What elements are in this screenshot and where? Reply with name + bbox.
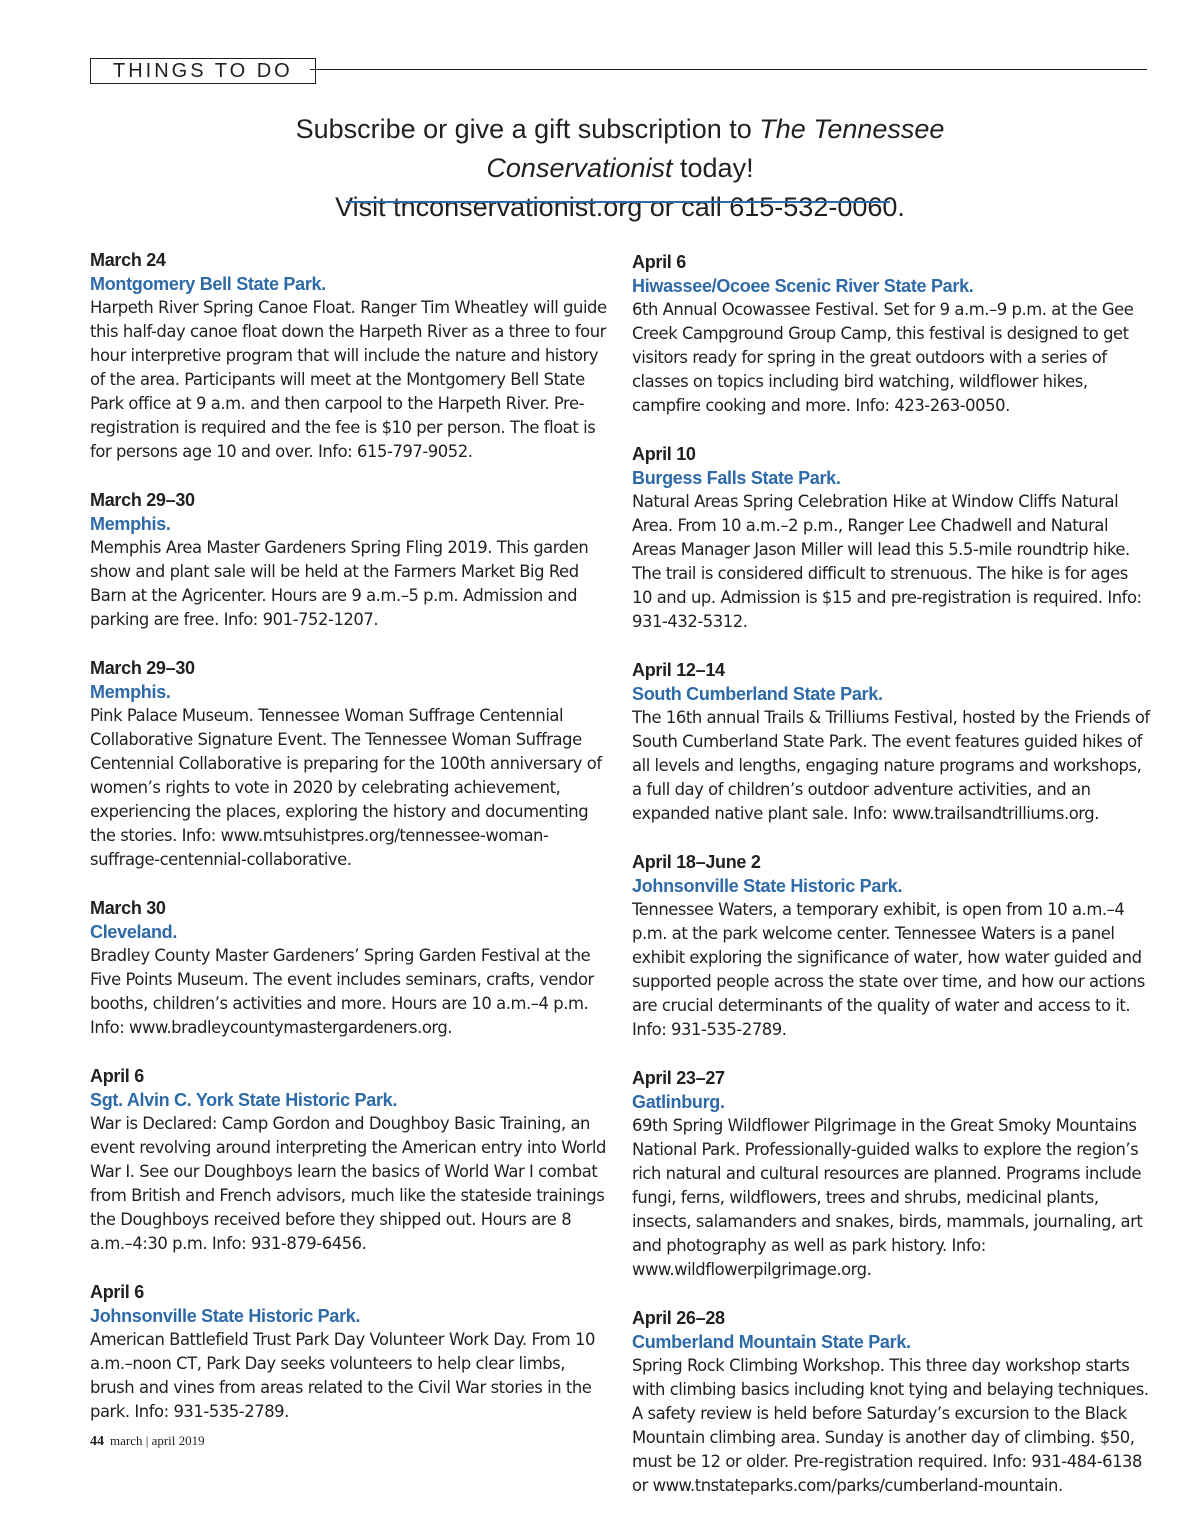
event-location: Johnsonville State Historic Park. [632,876,903,896]
event-date: April 6 [90,1066,144,1086]
event-date: March 29–30 [90,490,195,510]
event-location: Memphis. [90,682,171,702]
event-description: Memphis Area Master Gardeners Spring Fling 2019. This garden show and plant sale will be held at the Farmers Market Big Red Barn at the Agricenter. Hours are 9 a.m.–5 p.m. Admission and parking are free. Info: 901-752-1207. [90,538,589,629]
event-date: March 29–30 [90,658,195,678]
event-item [90,656,610,872]
event-description: Spring Rock Climbing Workshop. This three day workshop starts with climbing basics including knot tying and belaying techniques. A safety review is held before Saturday’s excursion to the Black Mountain climbing area. Sunday is another day of climbing. $50, must be 12 or older. Pre-registration required. Info: 931-484-6138 or www.tnstateparks.com/parks/cumberland-mountain. [632,1356,1149,1495]
event-location: Hiwassee/Ocoee Scenic River State Park. [632,276,974,296]
event-description: Tennessee Waters, a temporary exhibit, is open from 10 a.m.–4 p.m. at the park welcome center. Tennessee Waters is a panel exhibit exploring the significance of water, how water guided and supported people across the state over time, and how our actions are crucial determinants of the quality of water and access to it. Info: 931-535-2789. [632,900,1145,1039]
event-date: April 18–June 2 [632,852,761,872]
right-column [632,250,1152,1522]
promo-line-1-end: today! [672,153,754,183]
event-item [90,1280,610,1424]
event-item [90,488,610,632]
event-location: Montgomery Bell State Park. [90,274,326,294]
event-item [90,896,610,1040]
event-location: Sgt. Alvin C. York State Historic Park. [90,1090,398,1110]
event-description: War is Declared: Camp Gordon and Doughboy Basic Training, an event revolving around interpreting the American entry into World War I. See our Doughboys learn the basics of World War I combat from British and French advisors, much like the stateside trainings the Doughboys received before they shipped out. Hours are 8 a.m.–4:30 p.m. Info: 931-879-6456. [90,1114,606,1253]
event-description: 6th Annual Ocowassee Festival. Set for 9 a.m.–9 p.m. at the Gee Creek Campground Group Camp, this festival is designed to get visitors ready for spring in the great outdoors with a series of classes on topics including bird watching, wildflower hikes, campfire cooking and more. Info: 423-263-0050. [632,300,1134,415]
section-rule [310,69,1147,70]
event-date: March 24 [90,250,166,270]
event-description: 69th Spring Wildflower Pilgrimage in the Great Smoky Mountains National Park. Professionally-guided walks to explore the region’s rich natural and cultural resources are planned. Programs include fungi, ferns, wildflowers, trees and shrubs, medicinal plants, insects, salamanders and snakes, birds, mammals, journaling, art and photography as well as park history. Info: www.wildflowerpilgrimage.org. [632,1116,1143,1279]
page-folio [90,1433,205,1450]
event-description: American Battlefield Trust Park Day Volunteer Work Day. From 10 a.m.–noon CT, Park Day seeks volunteers to help clear limbs, brush and vines from areas related to the Civil War stories in the park. Info: 931-535-2789. [90,1330,596,1421]
event-item [90,1064,610,1256]
promo-line-1-start: Subscribe or give a gift subscription to [295,114,760,144]
event-location: Gatlinburg. [632,1092,725,1112]
event-item [632,250,1152,418]
subscription-promo [200,110,1040,227]
event-date: April 6 [632,252,686,272]
section-label-text: THINGS TO DO [113,59,293,82]
event-date: April 26–28 [632,1308,725,1328]
event-description: The 16th annual Trails & Trilliums Festival, hosted by the Friends of South Cumberland State Park. The event features guided hikes of all levels and lengths, engaging nature programs and workshops, a full day of children’s outdoor adventure activities, and an expanded native plant sale. Info: www.trailsandtrilliums.org. [632,708,1150,823]
event-description: Natural Areas Spring Celebration Hike at Window Cliffs Natural Area. From 10 a.m.–2 p.m., Ranger Lee Chadwell and Natural Areas Manager Jason Miller will lead this 5.5-mile roundtrip hike. The trail is considered difficult to strenuous. The hike is for ages 10 and up. Admission is $15 and pre-registration is required. Info: 931-432-5312. [632,492,1142,631]
event-date: April 10 [632,444,696,464]
event-item [632,658,1152,826]
event-item [632,1066,1152,1282]
event-item [632,442,1152,634]
promo-line-2: Visit tnconservationist.org or call 615-532-0060. [335,192,905,222]
event-item [632,1306,1152,1498]
event-description: Pink Palace Museum. Tennessee Woman Suffrage Centennial Collaborative Signature Event. The Tennessee Woman Suffrage Centennial Collaborative is preparing for the 100th anniversary of women’s rights to vote in 2020 by celebrating achievement, experiencing the places, exploring the history and documenting the stories. Info: www.mtsuhistpres.org/tennessee-woman-suffrage-centennial-collaborative. [90,706,602,869]
promo-line-1 [200,110,1040,188]
event-location: Cumberland Mountain State Park. [632,1332,911,1352]
magazine-title: The Tennessee Conservationist [486,114,945,183]
event-date: April 23–27 [632,1068,725,1088]
event-date: April 12–14 [632,660,725,680]
event-location: Cleveland. [90,922,178,942]
event-item [90,248,610,464]
event-date: March 30 [90,898,166,918]
issue-date: march | april 2019 [110,1433,205,1448]
event-location: South Cumberland State Park. [632,684,883,704]
section-label [90,58,316,84]
page-number: 44 [90,1434,104,1449]
event-item [632,850,1152,1042]
left-column [90,248,610,1448]
event-location: Johnsonville State Historic Park. [90,1306,361,1326]
event-location: Memphis. [90,514,171,534]
event-date: April 6 [90,1282,144,1302]
event-location: Burgess Falls State Park. [632,468,841,488]
promo-rule [346,201,890,203]
event-description: Bradley County Master Gardeners’ Spring Garden Festival at the Five Points Museum. The event includes seminars, crafts, vendor booths, children’s activities and more. Hours are 10 a.m.–4 p.m. Info: www.bradleycountymastergardeners.org. [90,946,594,1037]
event-description: Harpeth River Spring Canoe Float. Ranger Tim Wheatley will guide this half-day canoe float down the Harpeth River as a three to four hour interpretive program that will include the nature and history of the area. Participants will meet at the Montgomery Bell State Park office at 9 a.m. and then carpool to the Harpeth River. Pre-registration is required and the fee is $10 per person. The float is for persons age 10 and over. Info: 615-797-9052. [90,298,607,461]
